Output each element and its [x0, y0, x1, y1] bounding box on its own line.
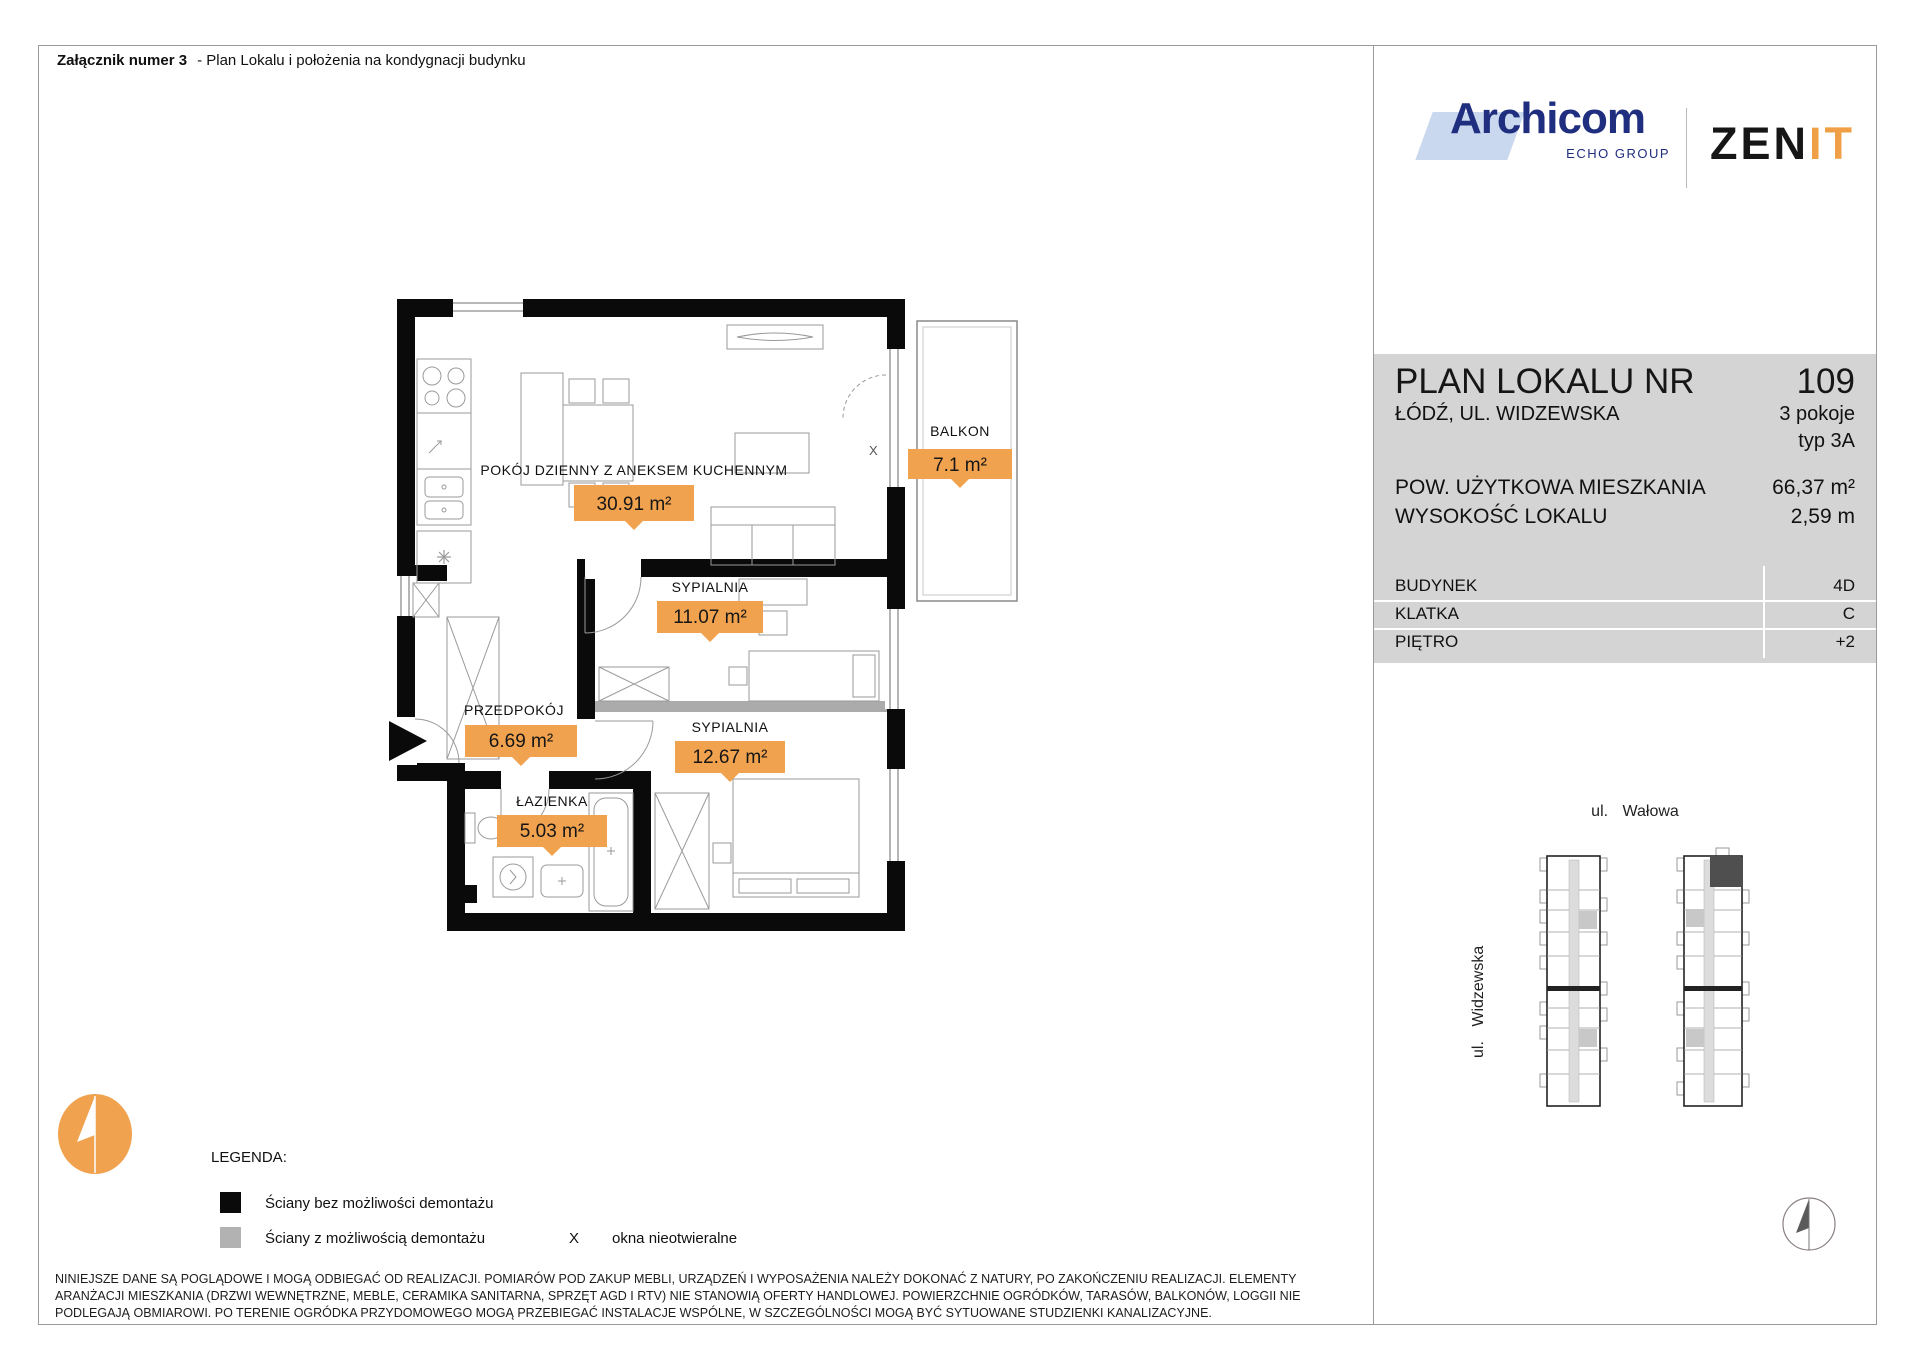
- area-tag-bedroom1: 11.07 m²: [673, 607, 747, 628]
- attachment-title: - Plan Lokalu i położenia na kondygnacji budynku: [197, 52, 526, 69]
- area-tag-bathroom: 5.03 m²: [519, 821, 585, 842]
- window-x-mark: X: [869, 443, 878, 458]
- area-tag-balcony: 7.1 m²: [933, 455, 987, 476]
- unit-location: ŁÓDŹ, UL. WIDZEWSKA: [1395, 403, 1620, 425]
- kitchen-counter: [417, 413, 471, 469]
- nightstand: [729, 667, 747, 685]
- pillow: [739, 879, 791, 893]
- chair: [569, 379, 595, 403]
- room-label-living: POKÓJ DZIENNY Z ANEKSEM KUCHENNYM: [480, 462, 788, 478]
- chair: [603, 379, 629, 403]
- unit-info-band: [1374, 354, 1876, 663]
- street-label-walowa: ul. Wałowa: [1591, 803, 1679, 820]
- floor-value: +2: [1835, 632, 1855, 651]
- legend-demountable-wall-label: Ściany z możliwością demontażu: [265, 1230, 486, 1247]
- room-label-hall: PRZEDPOKÓJ: [464, 702, 564, 718]
- bed-single: [749, 651, 879, 701]
- plan-area-box: [38, 45, 1374, 1325]
- room-label-bedroom2: SYPIALNIA: [691, 719, 769, 735]
- area-tag-hall: 6.69 m²: [488, 731, 554, 752]
- attachment-header: [57, 52, 526, 69]
- plan-title: PLAN LOKALU NR: [1395, 362, 1695, 401]
- area-tag-bedroom2: 12.67 m²: [692, 747, 768, 768]
- tv-cabinet: [727, 325, 823, 349]
- unit-height-value: 2,59 m: [1790, 505, 1855, 528]
- building-location-map: [1426, 786, 1826, 1126]
- usable-area-value: 66,37 m²: [1772, 476, 1855, 499]
- zenit-logo: [1710, 118, 1855, 170]
- staircase-value: C: [1842, 604, 1855, 623]
- washing-machine: [493, 857, 533, 897]
- row-separator: [1374, 628, 1876, 630]
- building-right: [1677, 848, 1749, 1106]
- sofa: [711, 507, 835, 565]
- brand-divider: [1686, 108, 1687, 188]
- disclaimer-text: NINIEJSZE DANE SĄ POGLĄDOWE I MOGĄ ODBIEGAĆ OD REALIZACJI. POMIARÓW POD ZAKUP MEBLI, URZĄDZEŃ I WYPOSAŻENIA NALEŻY DOKONAĆ Z NATURY, PO ZAKOŃCZENIU REALIZACJI. ELEMENTY ARANŻACJI MIESZKANIA (DRZWI WEWNĘTRZNE, MEBLE, CERAMIKA SANITARNA, SPRZĘT AGD I RTV) NIE STANOWIĄ OFERTY HANDLOWEJ. POWIERZCHNIE OGRÓDKÓW, TARASÓW, BALKONÓW, LOGGII NIE PODLEGAJĄ OBMIAROWI. PO TERENIE OGRÓDKA PRZYDOMOWEGO MOGĄ PRZEBIEGAĆ INSTALACJE WSPÓLNE, W SZCZEGÓLNOŚCI MOGĄ BYĆ SYTUOWANE STUDZIENKI KANALIZACYJNE.: [55, 1272, 1301, 1320]
- apartment-floor-plan: [381, 281, 1061, 961]
- unit-rooms-count: 3 pokoje: [1779, 403, 1855, 425]
- room-label-bathroom: ŁAZIENKA: [516, 793, 588, 809]
- usable-area-label: POW. UŻYTKOWA MIESZKANIA: [1395, 476, 1706, 499]
- legend-solid-wall-swatch: [220, 1192, 241, 1213]
- building-label: BUDYNEK: [1395, 576, 1478, 595]
- stove: [417, 359, 471, 413]
- map-compass-icon: [1774, 1176, 1844, 1296]
- pillow: [853, 655, 875, 697]
- street-label-widzewska: ul. Widzewska: [1470, 945, 1487, 1058]
- toilet-tank: [465, 813, 475, 843]
- chair: [759, 611, 787, 635]
- area-tag-living: 30.91 m²: [596, 494, 672, 515]
- pillow: [797, 879, 849, 893]
- north-compass-icon: [55, 1086, 175, 1206]
- zenit-it: IT: [1809, 118, 1855, 169]
- echo-group-label: ECHO GROUP: [1566, 146, 1670, 161]
- door-arcs: [415, 375, 886, 837]
- legend-x-label: okna nieotwieralne: [612, 1230, 738, 1247]
- staircase-label: KLATKA: [1395, 604, 1459, 623]
- archicom-logo: Archicom: [1450, 94, 1645, 143]
- nightstand: [713, 843, 731, 863]
- legend-solid-wall-label: Ściany bez możliwości demontażu: [265, 1195, 494, 1212]
- room-label-balcony: BALKON: [930, 423, 990, 439]
- legend-title: LEGENDA:: [211, 1149, 287, 1166]
- info-panel: [1373, 45, 1877, 1325]
- column-separator: [1763, 566, 1765, 658]
- unit-number: 109: [1796, 362, 1855, 401]
- row-separator: [1374, 600, 1876, 602]
- highlighted-unit: [1710, 857, 1741, 887]
- unit-type: typ 3A: [1798, 430, 1855, 452]
- legend-demountable-wall-swatch: [220, 1227, 241, 1248]
- zenit-zen: ZEN: [1710, 118, 1809, 169]
- building-left: [1540, 856, 1607, 1106]
- building-value: 4D: [1833, 576, 1855, 595]
- floor-label: PIĘTRO: [1395, 632, 1459, 651]
- attachment-number: Załącznik numer 3: [57, 52, 188, 69]
- legend-x-symbol: X: [569, 1230, 580, 1247]
- structural-walls: [397, 299, 905, 931]
- room-label-bedroom1: SYPIALNIA: [671, 579, 749, 595]
- unit-height-label: WYSOKOŚĆ LOKALU: [1395, 505, 1608, 528]
- demountable-wall: [595, 701, 887, 712]
